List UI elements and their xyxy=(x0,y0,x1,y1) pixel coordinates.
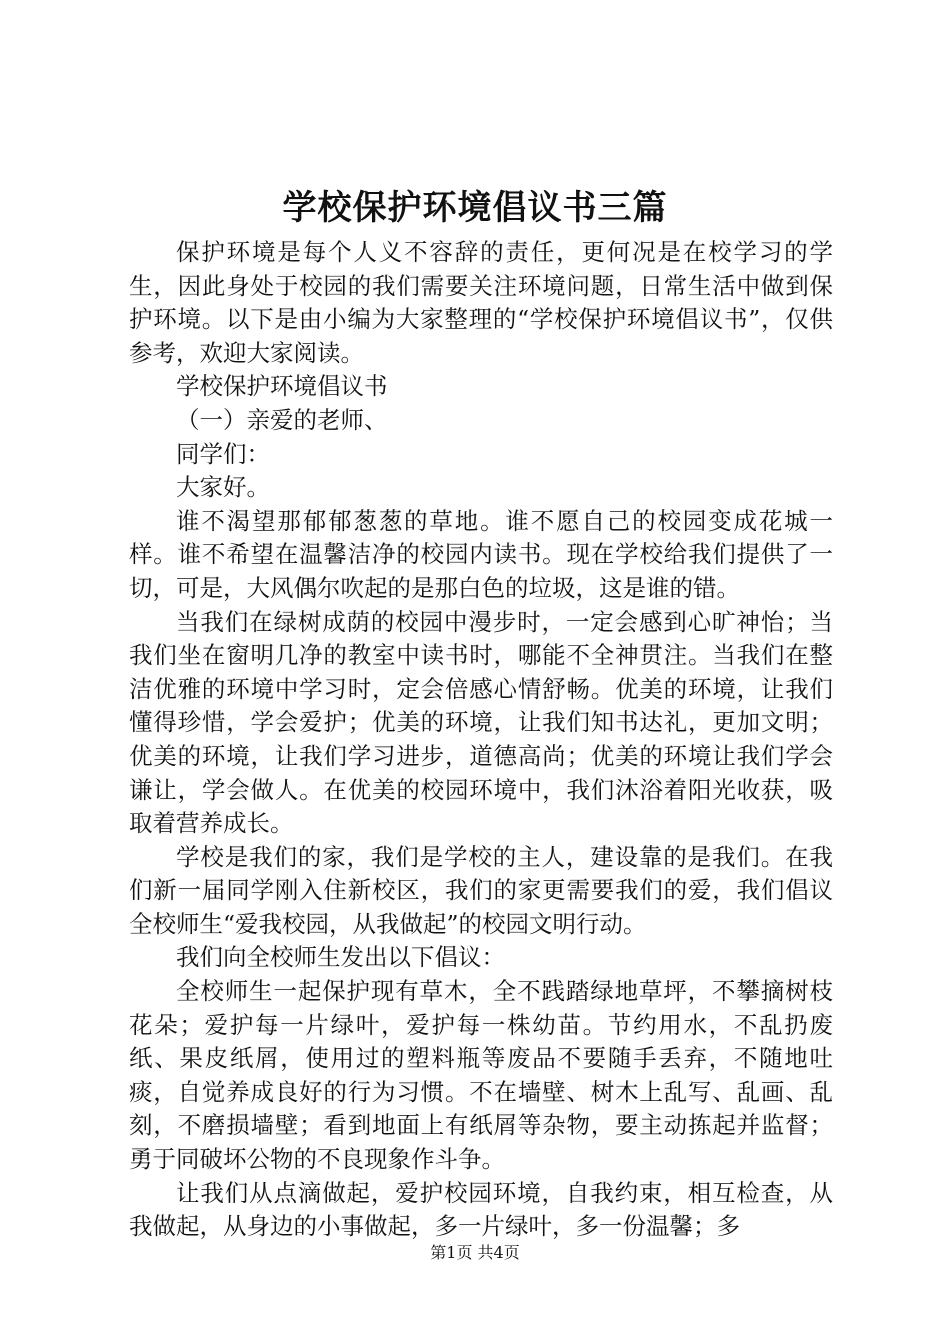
body-paragraph: 我们向全校师生发出以下倡议： xyxy=(176,943,505,972)
salutation-line: （一）亲爱的老师、 xyxy=(176,405,388,434)
body-paragraph: 学校是我们的家，我们是学校的主人，建设靠的是我们。在我们新一届同学刚入住新校区，我们的家更需要我们的爱，我们倡议全校师生“爱我校园，从我做起”的校园文明行动。 xyxy=(129,842,833,938)
intro-paragraph: 保护环境是每个人义不容辞的责任，更何况是在校学习的学生，因此身处于校园的我们需要关注环境问题，日常生活中做到保护环境。以下是由小编为大家整理的“学校保护环境倡议书”，仅供参考，欢迎大家阅读。 xyxy=(129,238,833,367)
document-body xyxy=(129,236,833,1244)
body-paragraph: 当我们在绿树成荫的校园中漫步时，一定会感到心旷神怡；当我们坐在窗明几净的教室中读书时，哪能不全神贯注。当我们在整洁优雅的环境中学习时，定会倍感心情舒畅。优美的环境，让我们懂得珍惜，学会爱护；优美的环境，让我们知书达礼，更加文明；优美的环境，让我们学习进步，道德高尚；优美的环境让我们学会谦让，学会做人。在优美的校园环境中，我们沐浴着阳光收获，吸取着营养成长。 xyxy=(129,607,833,838)
document-title: 学校保护环境倡议书三篇 xyxy=(282,188,668,228)
body-paragraph: 让我们从点滴做起，爱护校园环境，自我约束，相互检查，从我做起，从身边的小事做起，多一片绿叶，多一份温馨；多 xyxy=(129,1178,833,1241)
body-paragraph: 全校师生一起保护现有草木，全不践踏绿地草坪，不攀摘树枝花朵；爱护每一片绿叶，爱护每一株幼苗。节约用水，不乱扔废纸、果皮纸屑，使用过的塑料瓶等废品不要随手丢弃，不随地吐痰，自觉养成良好的行为习惯。不在墙壁、树木上乱写、乱画、乱刻，不磨损墙壁；看到地面上有纸屑等杂物，要主动拣起并监督；勇于同破坏公物的不良现象作斗争。 xyxy=(129,977,833,1174)
body-paragraph: 谁不渴望那郁郁葱葱的草地。谁不愿自己的校园变成花城一样。谁不希望在温馨洁净的校园内读书。现在学校给我们提供了一切，可是，大风偶尔吹起的是那白色的垃圾，这是谁的错。 xyxy=(129,506,833,602)
salutation-line: 同学们： xyxy=(176,439,270,468)
page-number: 第1页 共4页 xyxy=(430,1243,520,1262)
greeting-line: 大家好。 xyxy=(176,473,270,502)
section-heading: 学校保护环境倡议书 xyxy=(176,372,388,401)
